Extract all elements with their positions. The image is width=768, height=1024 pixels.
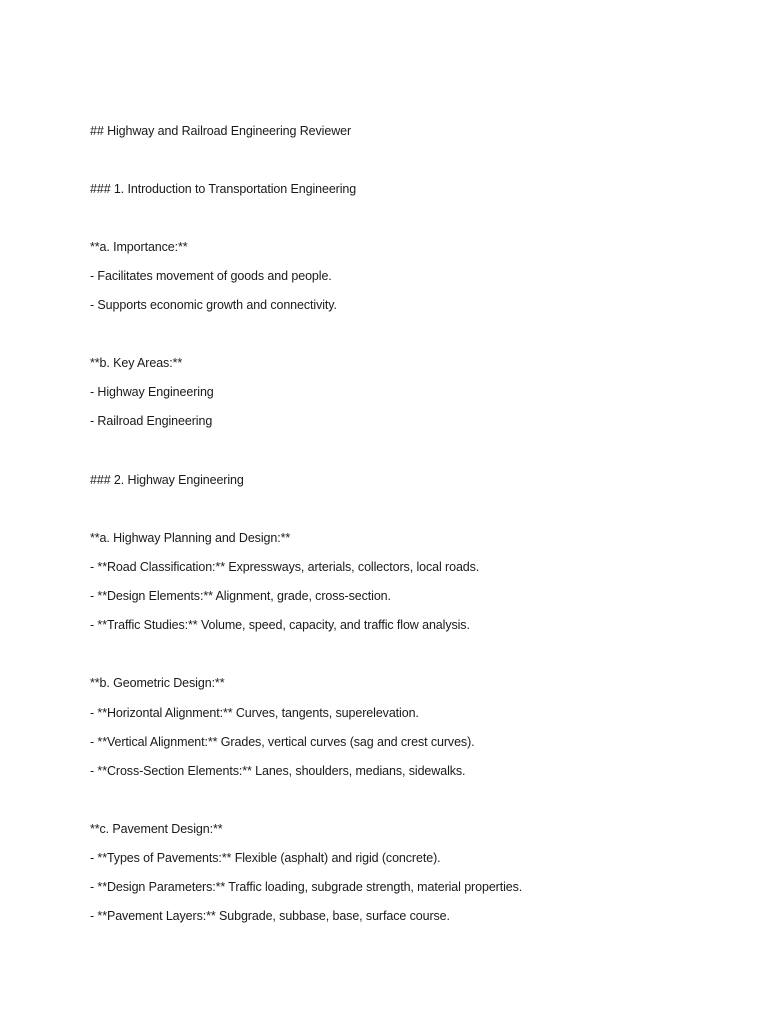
subheading-key-areas: **b. Key Areas:** (90, 356, 183, 370)
list-item: - Railroad Engineering (90, 414, 213, 428)
doc-title: ## Highway and Railroad Engineering Reviewer (90, 124, 352, 138)
subheading-pavement-design: **c. Pavement Design:** (90, 822, 223, 836)
subheading-geometric-design: **b. Geometric Design:** (90, 676, 225, 690)
section-heading-2: ### 2. Highway Engineering (90, 473, 244, 487)
list-item: - **Types of Pavements:** Flexible (asphalt) and rigid (concrete). (90, 851, 441, 865)
list-item: - Facilitates movement of goods and people. (90, 269, 332, 283)
list-item: - **Road Classification:** Expressways, arterials, collectors, local roads. (90, 560, 480, 574)
subheading-importance: **a. Importance:** (90, 240, 188, 254)
list-item: - **Horizontal Alignment:** Curves, tangents, superelevation. (90, 706, 419, 720)
list-item: - Supports economic growth and connectivity. (90, 298, 337, 312)
list-item: - **Design Parameters:** Traffic loading, subgrade strength, material properties. (90, 880, 523, 894)
list-item: - **Design Elements:** Alignment, grade, cross-section. (90, 589, 391, 603)
section-heading-1: ### 1. Introduction to Transportation Engineering (90, 182, 357, 196)
list-item: - **Traffic Studies:** Volume, speed, capacity, and traffic flow analysis. (90, 618, 470, 632)
list-item: - **Vertical Alignment:** Grades, vertical curves (sag and crest curves). (90, 735, 475, 749)
list-item: - **Pavement Layers:** Subgrade, subbase, base, surface course. (90, 909, 450, 923)
subheading-planning-design: **a. Highway Planning and Design:** (90, 531, 291, 545)
list-item: - **Cross-Section Elements:** Lanes, shoulders, medians, sidewalks. (90, 764, 466, 778)
list-item: - Highway Engineering (90, 385, 214, 399)
